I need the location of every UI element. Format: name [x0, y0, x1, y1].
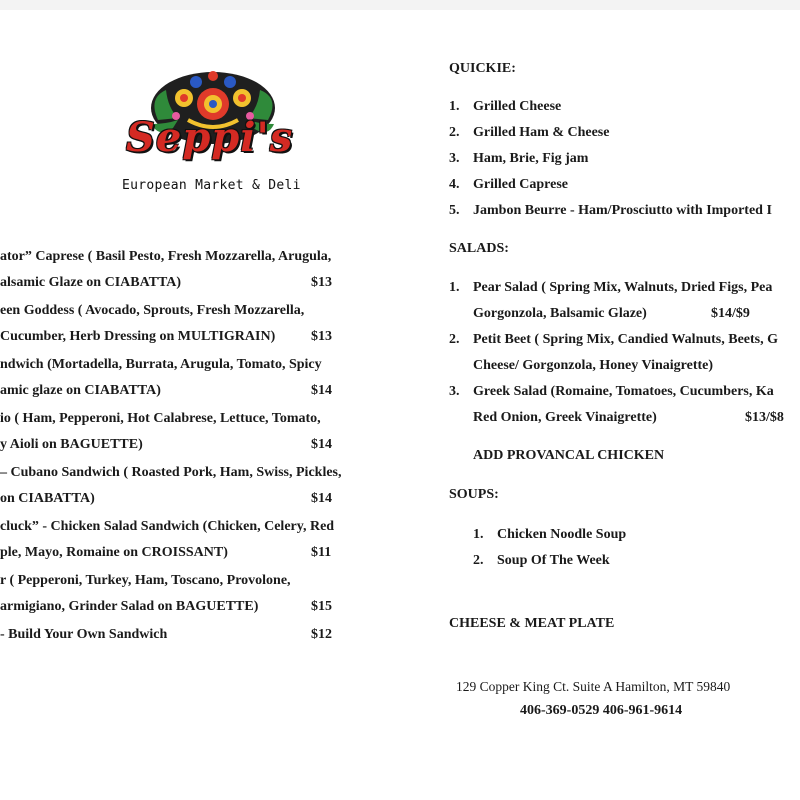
item-price: $13: [311, 275, 332, 290]
logo-subtitle: European Market & Deli: [122, 178, 301, 193]
item-number: 1.: [449, 99, 460, 114]
item-price: $14: [311, 491, 332, 506]
item-price: $14: [311, 383, 332, 398]
item-number: 5.: [449, 203, 460, 218]
item-price: $14: [311, 437, 332, 452]
item-text: Jambon Beurre - Ham/Prosciutto with Imported I: [473, 203, 772, 218]
item-line-1: cluck” - Chicken Salad Sandwich (Chicken, Celery, Red: [0, 519, 335, 534]
footer-address: 129 Copper King Ct. Suite A Hamilton, MT 59840: [456, 679, 731, 694]
item-line-2: amic glaze on CIABATTA): [0, 383, 161, 398]
item-price: $15: [311, 599, 332, 614]
item-price: $13: [311, 329, 332, 344]
add-on-note: ADD PROVANCAL CHICKEN: [473, 448, 665, 463]
item-text: Chicken Noodle Soup: [497, 527, 627, 542]
item-line-1: ator” Caprese ( Basil Pesto, Fresh Mozzarella, Arugula,: [0, 249, 332, 264]
item-number: 2.: [473, 553, 484, 568]
top-band: [0, 0, 800, 10]
soups-heading: SOUPS:: [449, 487, 499, 502]
item-line-1: io ( Ham, Pepperoni, Hot Calabrese, Lettuce, Tomato,: [0, 411, 321, 426]
item-price: $12: [311, 627, 332, 642]
item-number: 4.: [449, 177, 460, 192]
item-line-2: Cucumber, Herb Dressing on MULTIGRAIN): [0, 329, 276, 344]
item-line-1: r ( Pepperoni, Turkey, Ham, Toscano, Provolone,: [0, 573, 291, 588]
item-number: 2.: [449, 125, 460, 140]
item-number: 2.: [449, 332, 460, 347]
item-line-1: – Cubano Sandwich ( Roasted Pork, Ham, Swiss, Pickles,: [0, 465, 342, 480]
item-line-1: Petit Beet ( Spring Mix, Candied Walnuts, Beets, G: [473, 332, 779, 347]
seppis-logo: [118, 68, 308, 208]
quickie-heading: QUICKIE:: [449, 61, 516, 76]
item-line-2: armigiano, Grinder Salad on BAGUETTE): [0, 599, 259, 614]
item-line-1: - Build Your Own Sandwich: [0, 627, 168, 642]
item-line-2: Gorgonzola, Balsamic Glaze): [473, 306, 647, 321]
item-line-2: Cheese/ Gorgonzola, Honey Vinaigrette): [473, 358, 714, 373]
item-line-2: Red Onion, Greek Vinaigrette): [473, 410, 657, 425]
item-text: Grilled Cheese: [473, 99, 562, 114]
item-text: Ham, Brie, Fig jam: [473, 151, 589, 166]
cheese-plate-heading: CHEESE & MEAT PLATE: [449, 616, 615, 631]
item-line-1: Pear Salad ( Spring Mix, Walnuts, Dried Figs, Pea: [473, 280, 773, 295]
item-number: 1.: [473, 527, 484, 542]
item-price: $14/$9: [711, 306, 750, 321]
item-line-2: y Aioli on BAGUETTE): [0, 437, 143, 452]
item-line-1: Greek Salad (Romaine, Tomatoes, Cucumbers, Ka: [473, 384, 774, 399]
item-text: Soup Of The Week: [497, 553, 610, 568]
item-text: Grilled Ham & Cheese: [473, 125, 610, 140]
logo-wordmark: Seppi's: [126, 114, 294, 161]
item-line-2: ple, Mayo, Romaine on CROISSANT): [0, 545, 228, 560]
menu-page: [0, 10, 800, 800]
item-number: 3.: [449, 151, 460, 166]
item-number: 3.: [449, 384, 460, 399]
salads-heading: SALADS:: [449, 241, 509, 256]
item-text: Grilled Caprese: [473, 177, 569, 192]
item-line-1: ndwich (Mortadella, Burrata, Arugula, Tomato, Spicy: [0, 357, 322, 372]
footer-phones: 406-369-0529 406-961-9614: [520, 703, 683, 718]
item-line-1: een Goddess ( Avocado, Sprouts, Fresh Mozzarella,: [0, 303, 305, 318]
item-price: $11: [311, 545, 332, 560]
item-line-2: on CIABATTA): [0, 491, 95, 506]
item-number: 1.: [449, 280, 460, 295]
item-line-2: alsamic Glaze on CIABATTA): [0, 275, 182, 290]
item-price: $13/$8: [745, 410, 784, 425]
